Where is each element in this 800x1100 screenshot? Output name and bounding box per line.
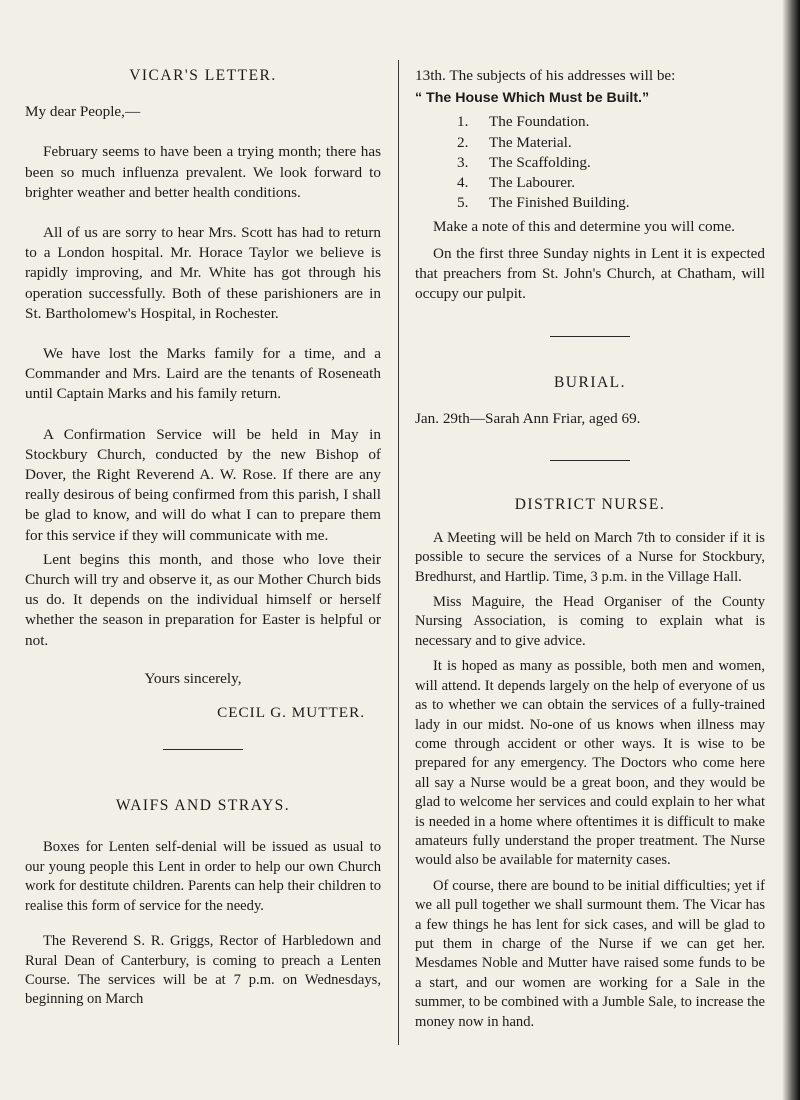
- address-subjects-list: [457, 112, 765, 213]
- waifs-paragraph: Boxes for Lenten self-denial will be issued as usual to our young people this Lent in order to help our own Church work for destitute children. Parents can help their children to realise this form of service for the needy.: [25, 839, 381, 914]
- list-item: 4. The Labourer.: [457, 174, 576, 192]
- left-column: [25, 58, 381, 1010]
- nurse-paragraph: It is hoped as many as possible, both men and women, will attend. It depends largely on the help of everyone of us as to whether we can obtain the services of a fully-trained lady in our midst. No-one of us knows when illness may come through accident or other ways. It is wise to be prepared for any emergency. The Doctors who come here all say a Nurse would be a great boon, and they would be glad to welcome her services and could explain to her what is needed in a home where oftentimes it is difficult to make amateurs fully understand the proper treatment. The Nurse would also be available for maternity cases.: [415, 658, 765, 869]
- vicar-paragraph: February seems to have been a trying month; there has been so much influenza prevalent. We look forward to brighter weather and better health conditions.: [25, 143, 381, 201]
- vicars-letter-heading: VICAR'S LETTER.: [129, 67, 277, 84]
- list-item: 5. The Finished Building.: [457, 194, 630, 212]
- note-paragraph: Make a note of this and determine you will come.: [433, 218, 735, 236]
- list-item: 2. The Material.: [457, 133, 572, 151]
- nurse-paragraph: Miss Maguire, the Head Organiser of the County Nursing Association, is coming to explain what is necessary and to give advice.: [415, 594, 765, 649]
- vicar-paragraph: Lent begins this month, and those who love their Church will try and observe it, as our Mother Church bids us do. It depends on the individual himself or herself whether the season in preparation for Easter is helpful or not.: [25, 550, 381, 649]
- nurse-paragraph: Of course, there are bound to be initial difficulties; yet if we all pull together we shall surmount them. The Vicar has a few things he has lent for sick cases, and will be glad to put them in charge of the Nurse if we can get her. Mesdames Noble and Mutter have raised some funds to be a start, and our women are working for a Sale in the summer, to be combined with a Jumble Sale, to increase the money now in hand.: [415, 877, 765, 1030]
- vicar-paragraph: All of us are sorry to hear Mrs. Scott has had to return to a London hospital. Mr. Horace Taylor we believe is rapidly improving, and Mr. White has got through his operation successfully. Both of these parishioners are in St. Bartholomew's Hospital, in Rochester.: [25, 224, 381, 322]
- signature: CECIL G. MUTTER.: [217, 704, 365, 722]
- closing: Yours sincerely,: [144, 669, 242, 687]
- lent-paragraph: On the first three Sunday nights in Lent it is expected that preachers from St. John's Church, at Chatham, will occupy our pulpit.: [415, 244, 765, 303]
- burial-heading: BURIAL.: [553, 374, 627, 392]
- section-rule: [550, 336, 630, 337]
- right-column: [415, 58, 765, 1032]
- waifs-heading: WAIFS AND STRAYS.: [115, 797, 291, 815]
- address-series-title: “ The House Which Must be Built.”: [415, 90, 650, 107]
- column-divider: [398, 60, 399, 1045]
- list-item: 3. The Scaffolding.: [457, 153, 591, 171]
- section-rule: [550, 460, 630, 461]
- nurse-paragraph: A Meeting will be held on March 7th to consider if it is possible to secure the services of a Nurse for Stockbury, Bredhurst, and Hartlip. Time, 3 p.m. in the Village Hall.: [415, 529, 765, 585]
- district-nurse-heading: DISTRICT NURSE.: [514, 495, 666, 513]
- waifs-paragraph: The Reverend S. R. Griggs, Rector of Harbledown and Rural Dean of Canterbury, is coming to preach a Lenten Course. The services will be at 7 p.m. on Wednesdays, beginning on March: [25, 933, 381, 1008]
- section-rule: [163, 749, 243, 750]
- list-item: 1. The Foundation.: [457, 113, 590, 131]
- vicar-paragraph: A Confirmation Service will be held in May in Stockbury Church, conducted by the new Bishop of Dover, the Right Reverend A. W. Rose. If there are any really desirous of being confirmed from this parish, I shall be glad to know, and will do what I can to prepare them for this service if they will communicate with me.: [25, 425, 381, 544]
- continued-text: 13th. The subjects of his addresses will be:: [415, 67, 676, 84]
- salutation: My dear People,—: [25, 103, 141, 121]
- burial-entry: Jan. 29th—Sarah Ann Friar, aged 69.: [415, 410, 641, 428]
- vicar-paragraph: We have lost the Marks family for a time, and a Commander and Mrs. Laird are the tenants of Roseneath until Captain Marks and his family return.: [25, 345, 381, 403]
- page-edge-shadow: [782, 0, 800, 1100]
